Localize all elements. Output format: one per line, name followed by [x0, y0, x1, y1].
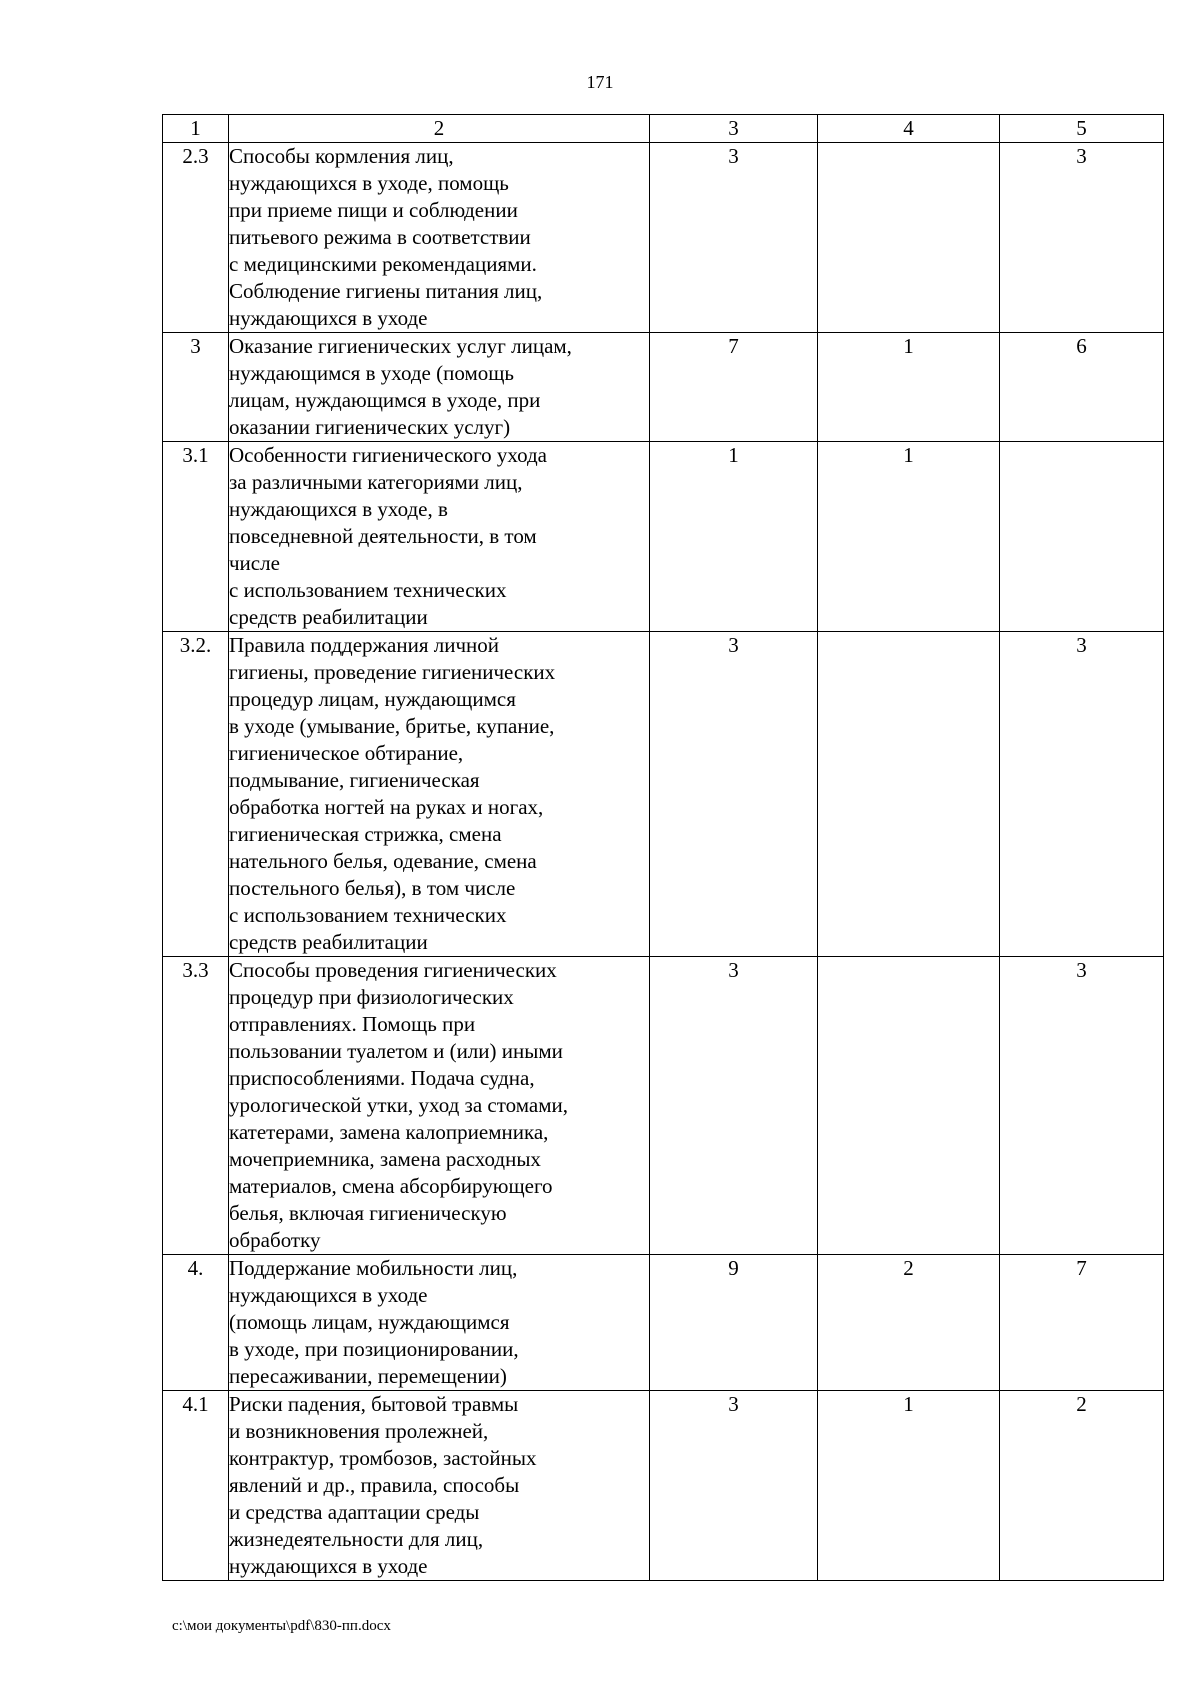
topic-line: в уходе (умывание, бритье, купание,	[229, 714, 555, 738]
topic-line: оказании гигиенических услуг)	[229, 415, 511, 439]
topic-line: подмывание, гигиеническая	[229, 768, 480, 792]
topic-line: повседневной деятельности, в том	[229, 524, 537, 548]
topic-cell	[229, 1255, 650, 1391]
value-cell-column-5: 6	[1000, 333, 1164, 442]
topic-line: нуждающихся в уходе	[229, 1283, 428, 1307]
topic-line: нуждающихся в уходе, в	[229, 497, 448, 521]
topic-line: средств реабилитации	[229, 930, 428, 954]
value-cell-column-5: 2	[1000, 1391, 1164, 1581]
topic-line: с использованием технических	[229, 903, 507, 927]
row-number-cell: 3.2.	[163, 632, 229, 957]
value-cell-column-4	[818, 632, 1000, 957]
row-number-cell: 3	[163, 333, 229, 442]
table-header-row	[163, 115, 1164, 143]
topic-cell	[229, 1391, 650, 1581]
column-header-3: 3	[650, 115, 818, 143]
row-number-cell: 3.1	[163, 442, 229, 632]
topic-line: процедур лицам, нуждающимся	[229, 687, 516, 711]
value-cell-column-3: 9	[650, 1255, 818, 1391]
footer-file-path: c:\мои документы\pdf\830-пп.docx	[172, 1618, 391, 1634]
topic-line: материалов, смена абсорбирующего	[229, 1174, 553, 1198]
value-cell-column-4: 1	[818, 442, 1000, 632]
table-row	[163, 442, 1164, 632]
topic-line: с использованием технических	[229, 578, 507, 602]
topic-line: Поддержание мобильности лиц,	[229, 1256, 518, 1280]
topic-line: нуждающихся в уходе	[229, 306, 428, 330]
value-cell-column-5	[1000, 442, 1164, 632]
value-cell-column-3: 3	[650, 1391, 818, 1581]
topic-cell	[229, 143, 650, 333]
topic-line: приспособлениями. Подача судна,	[229, 1066, 535, 1090]
topic-cell	[229, 957, 650, 1255]
value-cell-column-3: 3	[650, 143, 818, 333]
topic-line: лицам, нуждающимся в уходе, при	[229, 388, 541, 412]
topic-line: постельного белья), в том числе	[229, 876, 516, 900]
topic-line: с медицинскими рекомендациями.	[229, 252, 537, 276]
topic-line: нательного белья, одевание, смена	[229, 849, 537, 873]
table-row	[163, 957, 1164, 1255]
table-row	[163, 333, 1164, 442]
row-number-cell: 3.3	[163, 957, 229, 1255]
column-header-2: 2	[229, 115, 650, 143]
topic-line: процедур при физиологических	[229, 985, 514, 1009]
topic-line: контрактур, тромбозов, застойных	[229, 1446, 537, 1470]
topic-line: числе	[229, 551, 280, 575]
table-row	[163, 1391, 1164, 1581]
topic-line: Соблюдение гигиены питания лиц,	[229, 279, 543, 303]
value-cell-column-3: 1	[650, 442, 818, 632]
topic-line: белья, включая гигиеническую	[229, 1201, 507, 1225]
topic-line: отправлениях. Помощь при	[229, 1012, 476, 1036]
value-cell-column-3: 3	[650, 957, 818, 1255]
curriculum-table	[162, 114, 1164, 1581]
topic-line: нуждающихся в уходе	[229, 1554, 428, 1578]
value-cell-column-4: 2	[818, 1255, 1000, 1391]
value-cell-column-5: 3	[1000, 632, 1164, 957]
value-cell-column-4	[818, 957, 1000, 1255]
topic-line: мочеприемника, замена расходных	[229, 1147, 541, 1171]
topic-line: в уходе, при позиционировании,	[229, 1337, 519, 1361]
page-number: 171	[586, 72, 614, 92]
topic-line: пользовании туалетом и (или) иными	[229, 1039, 563, 1063]
topic-line: средств реабилитации	[229, 605, 428, 629]
topic-cell	[229, 333, 650, 442]
row-number-cell: 4.	[163, 1255, 229, 1391]
topic-cell	[229, 442, 650, 632]
topic-line: жизнедеятельности для лиц,	[229, 1527, 484, 1551]
topic-line: Оказание гигиенических услуг лицам,	[229, 334, 572, 358]
topic-line: за различными категориями лиц,	[229, 470, 523, 494]
topic-line: катетерами, замена калоприемника,	[229, 1120, 549, 1144]
topic-line: и возникновения пролежней,	[229, 1419, 489, 1443]
topic-line: (помощь лицам, нуждающимся	[229, 1310, 510, 1334]
value-cell-column-4	[818, 143, 1000, 333]
topic-line: нуждающимся в уходе (помощь	[229, 361, 514, 385]
topic-line: явлений и др., правила, способы	[229, 1473, 520, 1497]
topic-line: Способы проведения гигиенических	[229, 958, 557, 982]
topic-line: урологической утки, уход за стомами,	[229, 1093, 568, 1117]
table-row	[163, 1255, 1164, 1391]
topic-line: Риски падения, бытовой травмы	[229, 1392, 519, 1416]
topic-line: Особенности гигиенического ухода	[229, 443, 548, 467]
topic-line: при приеме пищи и соблюдении	[229, 198, 518, 222]
topic-line: обработка ногтей на руках и ногах,	[229, 795, 544, 819]
topic-line: Правила поддержания личной	[229, 633, 499, 657]
topic-line: обработку	[229, 1228, 321, 1252]
topic-line: гигиеническое обтирание,	[229, 741, 464, 765]
column-header-1: 1	[163, 115, 229, 143]
table-row	[163, 632, 1164, 957]
value-cell-column-5: 3	[1000, 957, 1164, 1255]
value-cell-column-3: 7	[650, 333, 818, 442]
topic-line: и средства адаптации среды	[229, 1500, 480, 1524]
topic-line: нуждающихся в уходе, помощь	[229, 171, 509, 195]
topic-line: питьевого режима в соответствии	[229, 225, 531, 249]
value-cell-column-4: 1	[818, 1391, 1000, 1581]
row-number-cell: 4.1	[163, 1391, 229, 1581]
value-cell-column-3: 3	[650, 632, 818, 957]
table-row	[163, 143, 1164, 333]
value-cell-column-4: 1	[818, 333, 1000, 442]
column-header-4: 4	[818, 115, 1000, 143]
topic-line: гигиены, проведение гигиенических	[229, 660, 556, 684]
topic-line: пересаживании, перемещении)	[229, 1364, 507, 1388]
column-header-5: 5	[1000, 115, 1164, 143]
row-number-cell: 2.3	[163, 143, 229, 333]
topic-line: Способы кормления лиц,	[229, 144, 454, 168]
topic-cell	[229, 632, 650, 957]
topic-line: гигиеническая стрижка, смена	[229, 822, 502, 846]
value-cell-column-5: 7	[1000, 1255, 1164, 1391]
value-cell-column-5: 3	[1000, 143, 1164, 333]
